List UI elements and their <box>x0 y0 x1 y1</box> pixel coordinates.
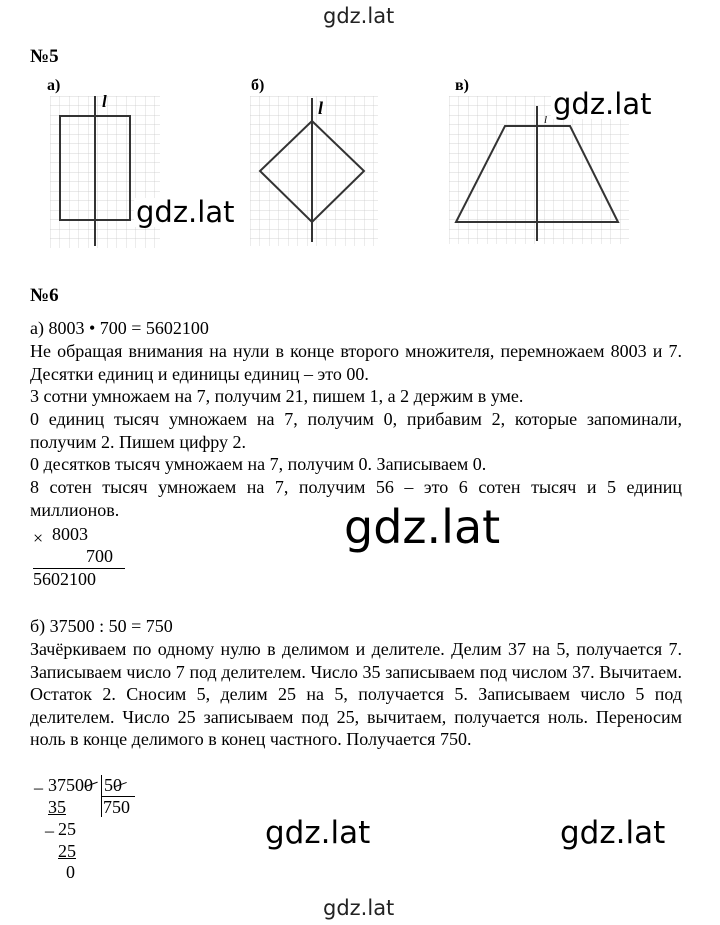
figure-c-axis-label: l <box>544 114 548 126</box>
figure-b-label: б) <box>251 77 265 94</box>
figure-b-rhombus <box>250 96 378 246</box>
part-a-paragraph-1: Не обращая внимания на нули в конце второго множителя, перемножаем 8003 и 7. Десятки единиц и единицы единиц – это 00. <box>30 341 682 384</box>
quotient: 750 <box>103 797 130 817</box>
watermark-figure-c: gdz.lat <box>553 87 652 121</box>
task6-heading: №6 <box>30 285 59 306</box>
figure-a-axis-label: l <box>102 92 107 111</box>
division-minus: _ <box>34 771 43 791</box>
figure-a-label: а) <box>47 77 61 94</box>
figure-c-label: в) <box>455 77 469 94</box>
watermark-bottom-left: gdz.lat <box>265 815 371 851</box>
part-a-equation: а) 8003 • 700 = 5602100 <box>30 318 209 338</box>
division-step-2: 25 <box>58 819 76 839</box>
part-b-paragraph: Зачёркиваем по одному нулю в делимом и делителе. Делим 37 на 5, получается 7. Записываем число 7 под делителем. Число 35 записываем под числом 37. Вычитаем. Остаток 2. Сносим 5, делим 25 на 5, получается 5. Записываем число 5 под делителем. Число 25 записываем под 25, вычитаем, получается ноль. Переносим ноль в конце делимого в конец частного. Получается 750. <box>30 639 682 749</box>
division-remainder: 0 <box>66 862 75 882</box>
multiplier: 700 <box>86 546 113 566</box>
part-b-equation: б) 37500 : 50 = 750 <box>30 616 173 636</box>
figure-b-axis-label: l <box>318 98 324 118</box>
divisor: 50 <box>104 775 122 795</box>
multiplicand: 8003 <box>52 524 88 544</box>
multiplication-result: 5602100 <box>33 569 96 589</box>
watermark-bottom: gdz.lat <box>323 896 395 920</box>
part-a-line-4: 0 десятков тысяч умножаем на 7, получим 0. Записываем 0. <box>30 454 487 474</box>
division-step-3: 25 <box>58 841 76 861</box>
dividend: 37500 <box>48 775 93 795</box>
division-minus-2: _ <box>45 814 54 834</box>
part-a-line-2: 3 сотни умножаем на 7, получим 21, пишем 1, а 2 держим в уме. <box>30 386 524 406</box>
watermark-center: gdz.lat <box>338 502 506 552</box>
watermark-top: gdz.lat <box>323 4 395 28</box>
task5-heading: №5 <box>30 46 59 67</box>
multiplication-sign: × <box>33 528 44 548</box>
part-a-paragraph-5: 8 сотен тысяч умножаем на 7, получим 56 – это 6 сотен тысяч и 5 единиц миллионов. <box>30 477 682 520</box>
watermark-bottom-right: gdz.lat <box>560 815 666 851</box>
division-step-1: 35 <box>48 797 66 817</box>
watermark-figure-a: gdz.lat <box>136 195 235 229</box>
part-a-paragraph-3: 0 единиц тысяч умножаем на 7, получим 0, прибавим 2, которые запоминали, получим 2. Пишем цифру 2. <box>30 409 682 452</box>
